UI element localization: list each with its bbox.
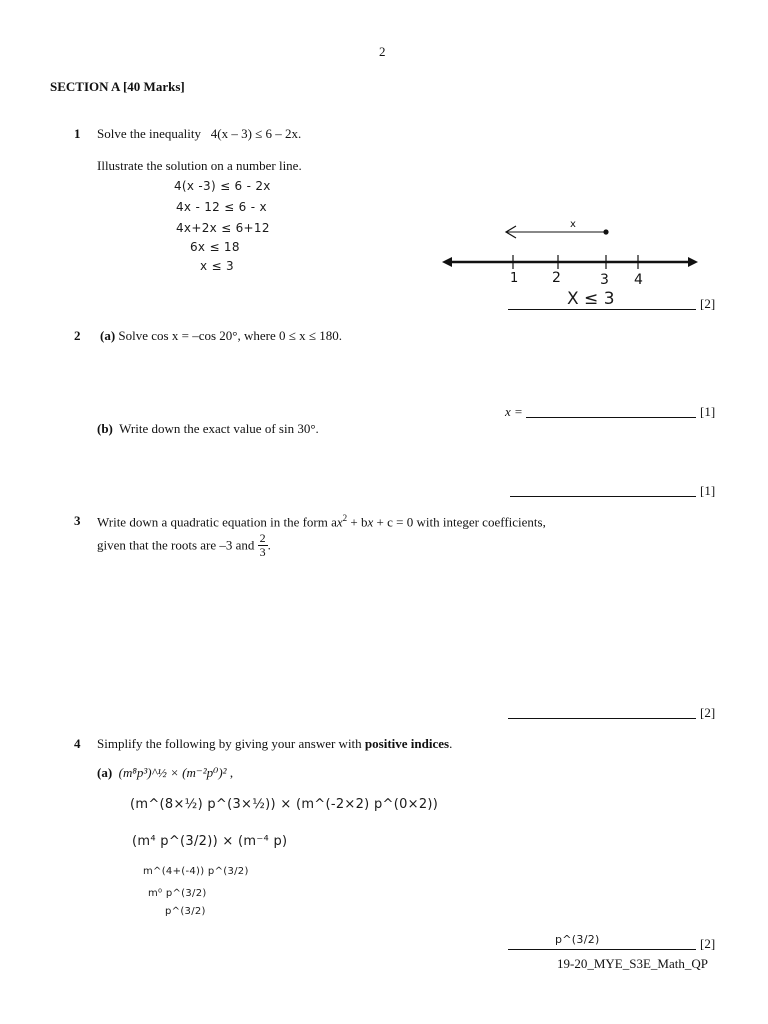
q1-work-line-5: x ≤ 3 (200, 259, 234, 273)
q4-answer: p^(3/2) (555, 933, 600, 946)
q3-fraction-denominator: 3 (259, 545, 266, 559)
tick-label-4: 4 (634, 272, 643, 288)
q2a-label: (a) (100, 328, 116, 343)
q3-text-part-1: Write down a quadratic equation in the form a (97, 514, 337, 530)
tick-label-2: 2 (552, 270, 561, 286)
solution-endpoint-dot (603, 229, 608, 234)
question-3-text: Write down a quadratic equation in the form $ax^2$ + bx + c = 0 with integer coefficients, (97, 513, 546, 530)
q1-work-line-1: 4(x -3) ≤ 6 - 2x (174, 179, 271, 193)
question-2b (97, 421, 319, 437)
number-line-left-arrow (442, 257, 452, 267)
q4-marks: [2] (700, 936, 716, 951)
question-4a: (a) (m⁸p³)^½ × (m⁻²p⁰)² , (97, 765, 234, 780)
q3-text-part-2: + b (347, 514, 368, 530)
q2b-text: Write down the exact value of sin 30°. (119, 421, 319, 436)
tick-label-3: 3 (600, 272, 609, 288)
question-1-text (97, 126, 301, 142)
footer-code: 19-20_MYE_S3E_Math_QP (557, 956, 708, 971)
q2a-answer-line[interactable] (526, 417, 696, 418)
q4a-expression: (m⁸p³)^½ × (m⁻²p⁰)² (118, 765, 227, 780)
q2a-answer-prefix: x = (505, 404, 523, 419)
question-2a (100, 328, 342, 344)
question-2-number: 2 (74, 328, 81, 343)
q2b-marks: [1] (700, 483, 716, 498)
question-4-number: 4 (74, 736, 81, 751)
q3-marks: [2] (700, 705, 716, 720)
question-1-number: 1 (74, 126, 81, 141)
q1-answer-line[interactable] (508, 309, 696, 310)
number-line-right-arrow (688, 257, 698, 267)
section-title: SECTION A [40 Marks] (50, 79, 185, 94)
q4-work-line-3: m^(4+(-4)) p^(3/2) (143, 866, 249, 877)
q3-roots-text: given that the roots are –3 and (97, 537, 255, 553)
q3-root-fraction (258, 532, 268, 559)
q1-work-line-3: 4x+2x ≤ 6+12 (176, 221, 270, 235)
q2b-answer-line[interactable] (510, 496, 696, 497)
question-1-prompt: Solve the inequality (97, 126, 201, 141)
q3-fraction-numerator: 2 (259, 531, 266, 545)
question-4-text: Simplify the following by giving your answer with positive indices. (97, 736, 453, 751)
question-1-instruction: Illustrate the solution on a number line. (97, 158, 302, 173)
question-3-text-2: given that the roots are –3 and $\frac{2}{3}$ . (97, 531, 271, 559)
q2b-label: (b) (97, 421, 113, 436)
tick-label-1: 1 (510, 271, 519, 286)
q1-work-line-2: 4x - 12 ≤ 6 - x (176, 200, 267, 214)
q2a-marks: [1] (700, 404, 716, 419)
q4-work-line-2: (m⁴ p^(3/2)) × (m⁻⁴ p) (132, 834, 288, 849)
q1-work-line-4: 6x ≤ 18 (190, 240, 240, 254)
q2a-text: Solve cos x = –cos 20°, where 0 ≤ x ≤ 180. (118, 328, 342, 343)
q4-prompt-bold: positive indices (364, 736, 450, 751)
q4-work-line-5: p^(3/2) (165, 906, 206, 917)
q1-number-line (440, 212, 702, 290)
page-number: 2 (379, 44, 386, 59)
q4-answer-line[interactable] (508, 949, 696, 950)
q4a-label: (a) (97, 765, 113, 780)
q3-text-part-3: + c = 0 with integer coefficients, (373, 514, 546, 530)
q4-prompt: Simplify the following by giving your answer with (97, 736, 362, 751)
q1-marks: [2] (700, 296, 716, 311)
q3-answer-line[interactable] (508, 718, 696, 719)
q4-work-line-1: (m^(8×½) p^(3×½)) × (m^(-2×2) p^(0×2)) (130, 797, 439, 812)
question-3-number: 3 (74, 513, 81, 528)
q4-work-line-4: m⁰ p^(3/2) (148, 888, 207, 899)
question-1-inequality: 4(x – 3) ≤ 6 – 2x. (210, 126, 302, 141)
solution-ray-label: x (570, 219, 576, 230)
q1-answer: X ≤ 3 (567, 289, 615, 309)
